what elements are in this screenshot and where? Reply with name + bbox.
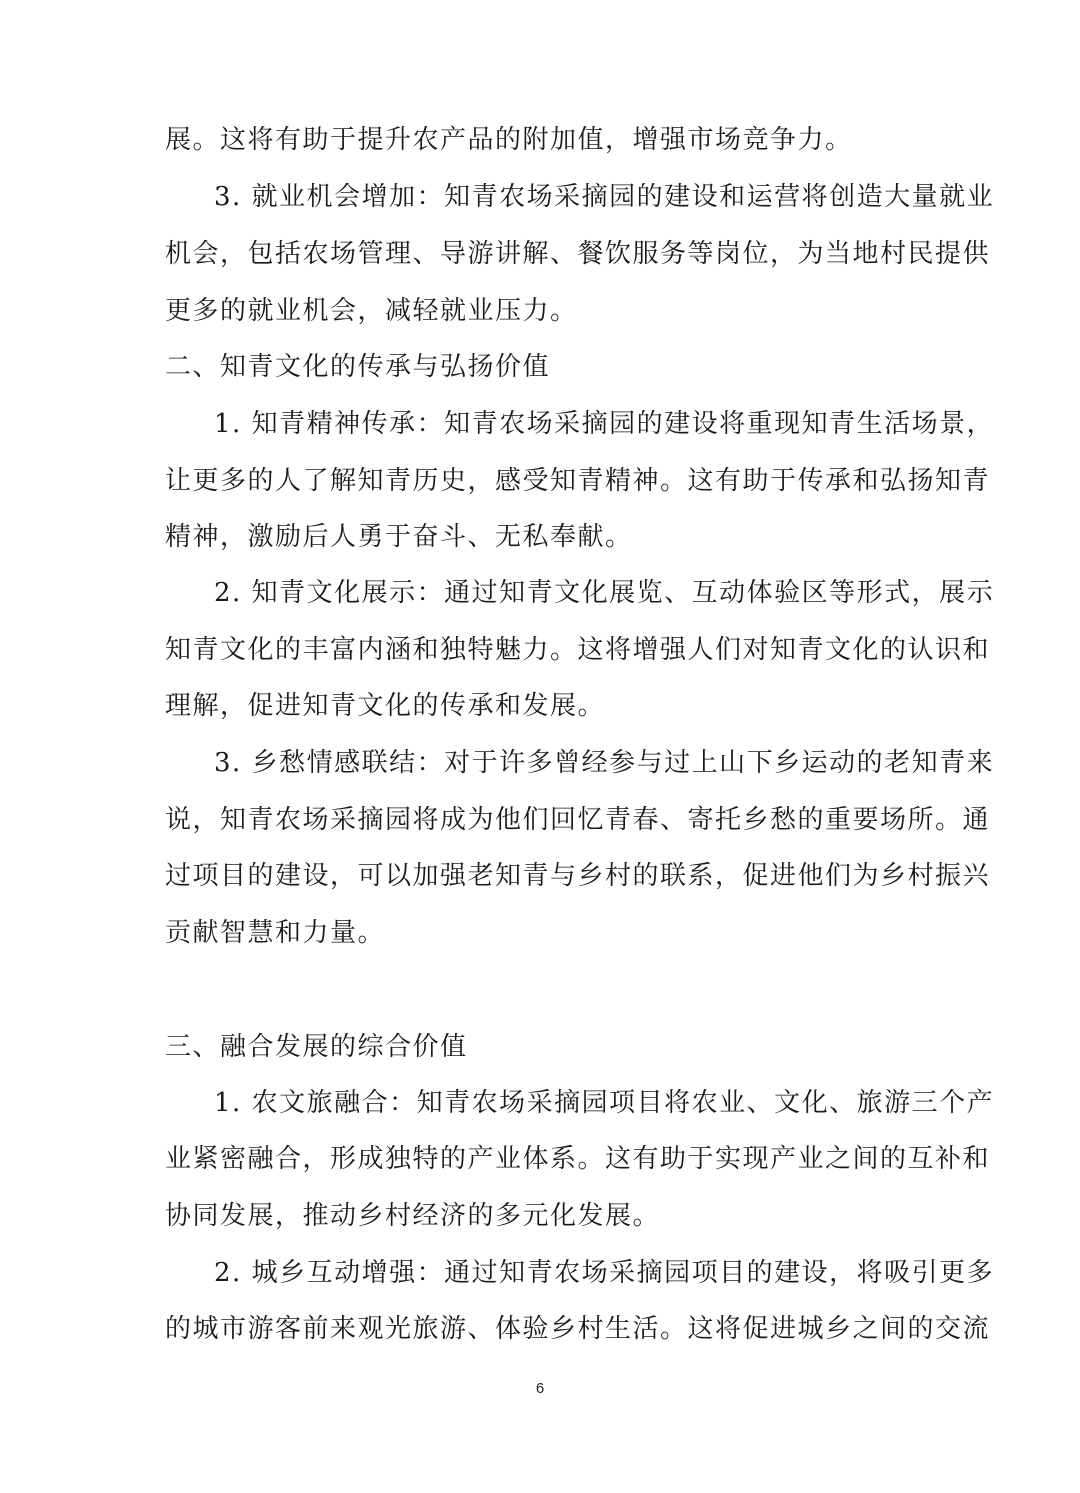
text-line: 说，知青农场采摘园将成为他们回忆青春、寄托乡愁的重要场所。通 — [165, 805, 991, 835]
text-line: 机会，包括农场管理、导游讲解、餐饮服务等岗位，为当地村民提供 — [165, 239, 991, 269]
text-line: 让更多的人了解知青历史，感受知青精神。这有助于传承和弘扬知青 — [165, 466, 991, 496]
text-line: 精神，激励后人勇于奋斗、无私奉献。 — [165, 522, 633, 552]
text-line: 更多的就业机会，减轻就业压力。 — [165, 296, 578, 326]
section-heading-3: 三、融合发展的综合价值 — [165, 1032, 468, 1062]
text-line: 的城市游客前来观光旅游、体验乡村生活。这将促进城乡之间的交流 — [165, 1314, 991, 1344]
text-line: 知青文化的丰富内涵和独特魅力。这将增强人们对知青文化的认识和 — [165, 635, 991, 665]
text-line: 展。这将有助于提升农产品的附加值，增强市场竞争力。 — [165, 125, 853, 155]
list-item-integration: 1. 农文旅融合：知青农场采摘园项目将农业、文化、旅游三个产 — [214, 1088, 995, 1118]
list-item-employment: 3. 就业机会增加：知青农场采摘园的建设和运营将创造大量就业 — [214, 182, 995, 212]
text-line: 贡献智慧和力量。 — [165, 918, 386, 948]
list-item-spirit: 1. 知青精神传承：知青农场采摘园的建设将重现知青生活场景， — [214, 409, 995, 439]
section-heading-2: 二、知青文化的传承与弘扬价值 — [165, 352, 551, 382]
list-item-urban-rural: 2. 城乡互动增强：通过知青农场采摘园项目的建设，将吸引更多 — [214, 1258, 995, 1288]
list-item-display: 2. 知青文化展示：通过知青文化展览、互动体验区等形式，展示 — [214, 578, 995, 608]
page-number: 6 — [535, 1380, 545, 1397]
list-item-nostalgia: 3. 乡愁情感联结：对于许多曾经参与过上山下乡运动的老知青来 — [214, 748, 995, 778]
text-line: 过项目的建设，可以加强老知青与乡村的联系，促进他们为乡村振兴 — [165, 861, 991, 891]
text-line: 理解，促进知青文化的传承和发展。 — [165, 691, 606, 721]
text-line: 业紧密融合，形成独特的产业体系。这有助于实现产业之间的互补和 — [165, 1144, 991, 1174]
text-line: 协同发展，推动乡村经济的多元化发展。 — [165, 1201, 661, 1231]
